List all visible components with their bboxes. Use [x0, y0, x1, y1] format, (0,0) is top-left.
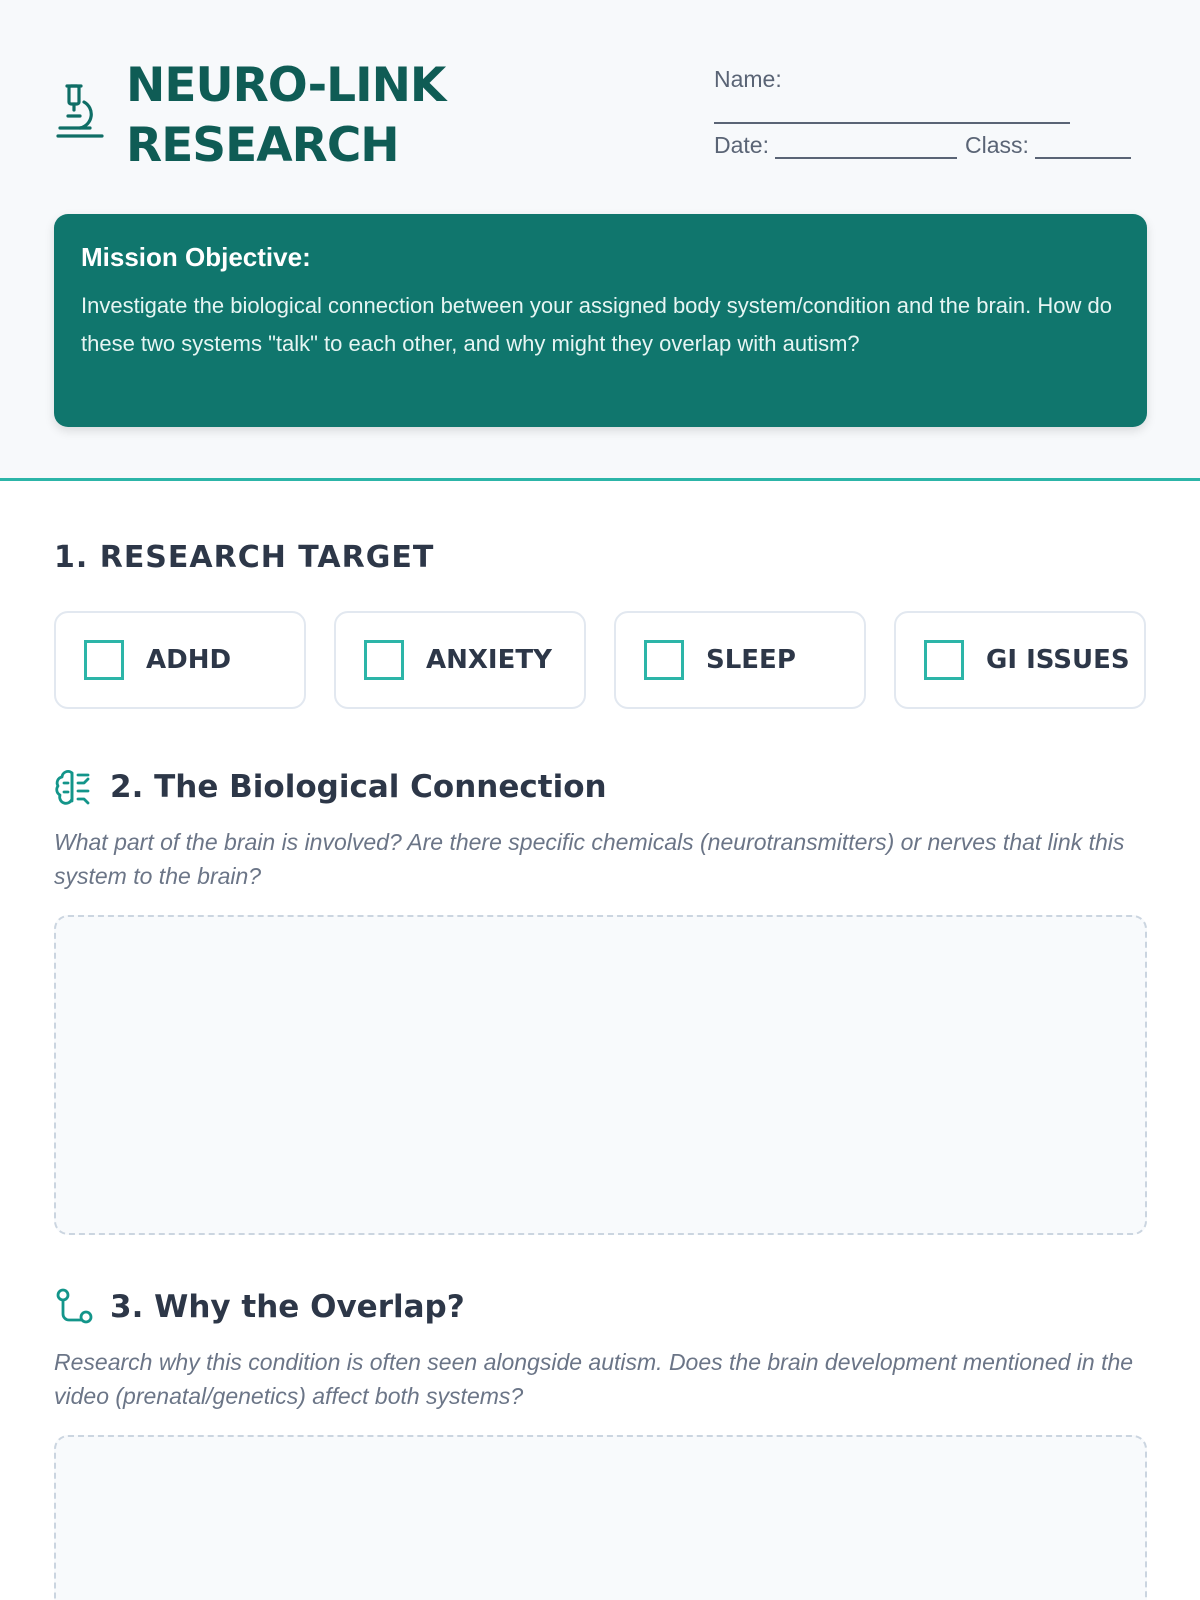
brand — [56, 56, 445, 176]
option-label: ANXIETY — [426, 645, 552, 675]
checkbox[interactable] — [364, 640, 404, 680]
page-title-line2: RESEARCH — [126, 118, 399, 173]
page-title-line1: NEURO-LINK — [126, 58, 446, 113]
option-adhd[interactable] — [54, 611, 306, 709]
date-field[interactable] — [775, 139, 957, 159]
section2-title: 2. The Biological Connection — [110, 769, 607, 805]
checkbox[interactable] — [924, 640, 964, 680]
section2-prompt: What part of the brain is involved? Are there specific chemicals (neurotransmitters) or nerves that link this system to the brain? — [54, 829, 1125, 889]
section2-answer-box[interactable] — [54, 915, 1147, 1235]
name-field[interactable] — [714, 122, 1070, 124]
option-gi-issues[interactable] — [894, 611, 1146, 709]
section3-title: 3. Why the Overlap? — [110, 1289, 465, 1325]
brain-icon — [54, 767, 94, 807]
mission-heading: Mission Objective: — [81, 242, 311, 272]
date-label: Date: — [714, 132, 769, 158]
option-label: SLEEP — [706, 645, 796, 675]
mission-text: Investigate the biological connection between your assigned body system/condition and the brain. How do these two systems "talk" to each other, and why might they overlap with autism? — [81, 293, 1112, 356]
section3-answer-box[interactable] — [54, 1435, 1147, 1600]
checkbox[interactable] — [84, 640, 124, 680]
name-label: Name: — [714, 66, 782, 92]
research-target-options — [54, 611, 1146, 709]
option-sleep[interactable] — [614, 611, 866, 709]
mission-objective-card — [54, 214, 1147, 427]
option-anxiety[interactable] — [334, 611, 586, 709]
microscope-icon — [56, 82, 104, 142]
section3 — [54, 1287, 1147, 1600]
class-field[interactable] — [1035, 139, 1131, 159]
option-label: ADHD — [146, 645, 232, 675]
option-label: GI ISSUES — [986, 645, 1130, 675]
section3-prompt: Research why this condition is often seen alongside autism. Does the brain development mentioned in the video (prenatal/genetics) affect both systems? — [54, 1349, 1134, 1409]
header-area — [0, 0, 1200, 481]
route-icon — [54, 1287, 94, 1327]
class-label: Class: — [964, 132, 1029, 158]
student-info — [714, 66, 1139, 159]
section2 — [54, 767, 1147, 1235]
checkbox[interactable] — [644, 640, 684, 680]
section1-title: 1. RESEARCH TARGET — [54, 540, 435, 575]
